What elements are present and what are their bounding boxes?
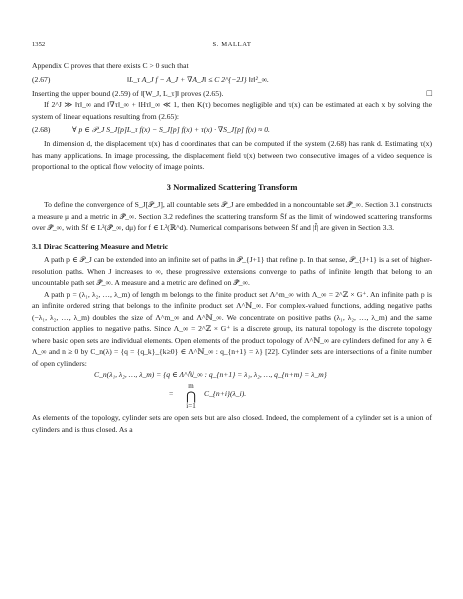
paragraph-estimate-tau: If 2^J ≫ ‖τ‖_∞ and ‖∇τ‖_∞ + ‖Hτ‖_∞ ≪ 1, then K(τ) becomes negligible and τ(x) can be estimated at each x by solving the system of linear equations resulting from (2.65):: [32, 100, 432, 121]
intersection-term: C_{n+i}(λ_i).: [204, 389, 247, 398]
running-header: [32, 41, 432, 53]
intersection-icon: ⋂: [186, 389, 196, 403]
paragraph-cylinder-topology: As elements of the topology, cylinder sets are open sets but are also closed. Indeed, the complement of a cylinder set is a union of cylinders and is thus closed. As a: [32, 413, 432, 434]
paragraph-appendix-c: Appendix C proves that there exists C > 0 such that: [32, 61, 189, 70]
page-body: [32, 60, 432, 435]
intersection-lower-limit: i=1: [186, 402, 196, 410]
paragraph-path-extension: A path p ∈ 𝒫_J can be extended into an infinite set of paths in 𝒫_{J+1} that refine p. In that sense, 𝒫_{J+1} is a set of higher-resolution paths. When J increases to ∞, these progressive extensions converge to paths of infinite length that belong to an uncountable path set 𝒫̄_∞. A measure and a metric are defined on 𝒫̄_∞.: [32, 255, 432, 287]
equation-2-68: [32, 123, 432, 137]
qed-symbol: □: [426, 87, 432, 98]
equation-number: (2.68): [32, 125, 51, 134]
page-number: 1352: [32, 41, 46, 48]
display-cylinder-definition: [32, 369, 432, 382]
display-formula: C_n(λ₁, λ₂, …, λ_m) = {q ∈ Λ^ℕ_∞ : q_{n+1} = λ₁, λ₂, …, q_{n+m} = λ_m}: [94, 370, 327, 379]
paragraph-path-definition: A path p = (λ₁, λ₂, …, λ_m) of length m belongs to the finite product set Λ^m_∞ with Λ_∞ = 2^ℤ × G⁺. An infinite path p is an infinite ordered string that belongs to the infinite product set Λ^ℕ_∞. For complex-valued functions, adding negative paths (−λ₁, λ₂, …, λ_m) doubles the size of Λ^m_∞ and Λ^ℕ_∞. We concentrate on positive paths (λ₁, λ₂, …, λ_m) and the same construction applies to negative paths. Since Λ_∞ = 2^ℤ × G⁺ is a discrete group, its natural topology is the discrete topology where basic open sets are individual elements. Open elements of the product topology of Λ^ℕ_∞ are cylinders defined for any λ ∈ Λ_∞ and n ≥ 0 by C_n(λ) = {q = {q_k}_{k≥0} ∈ Λ^ℕ_∞ : q_{n+1} = λ} [22]. Cylinder sets are intersections of a finite number of open cylinders:: [32, 289, 432, 368]
big-intersection: [180, 382, 202, 410]
equals-sign: =: [169, 389, 174, 398]
proof-end-line: [32, 88, 432, 100]
running-author: S. MALLAT: [212, 41, 252, 48]
paragraph-dimension-d: In dimension d, the displacement τ(x) has d coordinates that can be computed if the system (2.68) has rank d. Estimating τ(x) has many applications. In image processing, the displacement field τ(x) between two consecutive images of a video sequence is proportional to the optical flow velocity of image points.: [32, 139, 432, 171]
equation-2-67: [32, 73, 432, 87]
intersection-upper-limit: m: [188, 382, 194, 390]
subsection-title: 3.1 Dirac Scattering Measure and Metric: [32, 241, 169, 251]
equation-body: ∀ p ∈ 𝒫_J S_J[p]L_τ f(x) − S_J[p] f(x) + τ(x) · ∇S_J[p] f(x) ≈ 0.: [72, 125, 270, 134]
equation-body: ‖L_τ A_J f − A_J + ∇A_J‖ ≤ C 2^{−2J} ‖τ‖²_∞.: [127, 74, 269, 84]
display-cylinder-intersection: [32, 382, 432, 412]
paragraph-convergence: To define the convergence of S_J[𝒫_J], all countable sets 𝒫_J are embedded in a noncountable set 𝒫̄_∞. Section 3.1 constructs a measure μ and a metric in 𝒫̄_∞. Section 3.2 redefines the scattering transform S̄f as the limit of windowed scattering transforms over 𝒫̄_∞, with S̄f ∈ L²(𝒫̄_∞, dμ) for f ∈ L²(ℝ^d). Numerical comparisons between S̄f and |f̂| are given in Section 3.3.: [32, 200, 432, 232]
equation-number: (2.67): [32, 74, 51, 84]
paragraph-inserting-bound: Inserting the upper bound (2.59) of ‖[W_J, L_τ]‖ proves (2.65).: [32, 88, 224, 98]
section-title: 3 Normalized Scattering Transform: [166, 181, 298, 192]
